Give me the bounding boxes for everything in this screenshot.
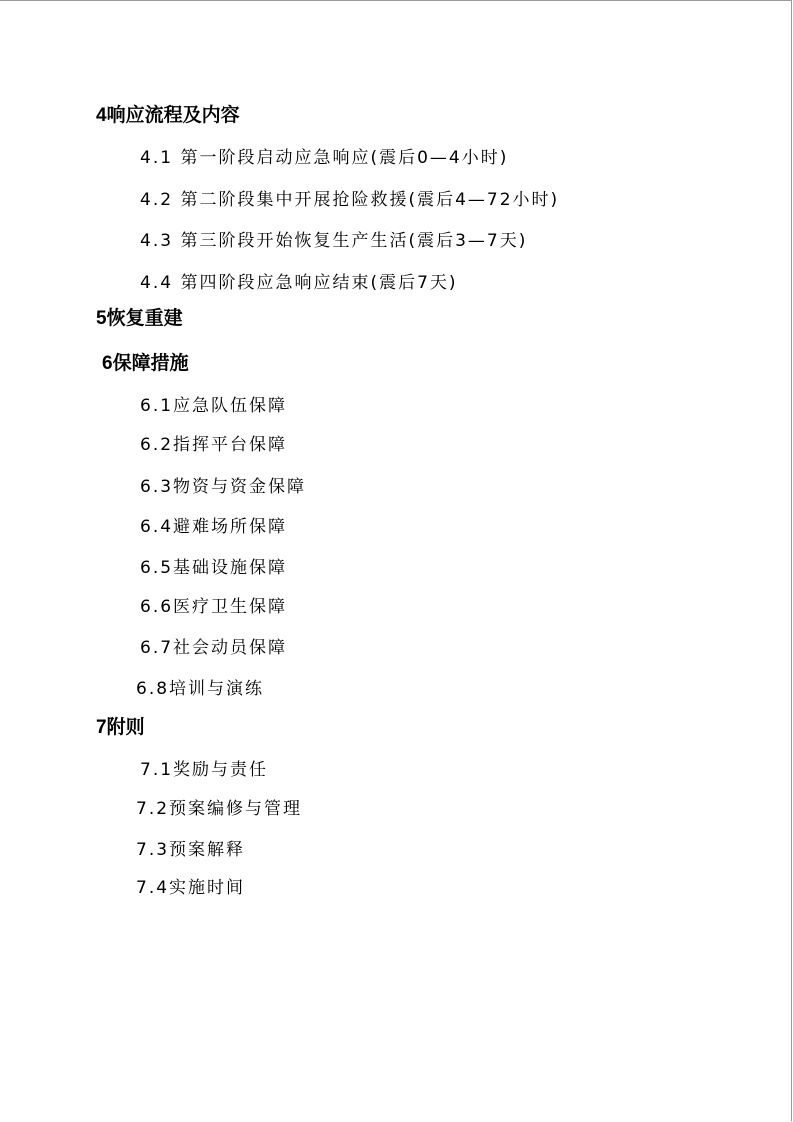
section-item-6-1: 6.1应急队伍保障 [140,396,288,416]
section-item-7-4: 7.4实施时间 [136,878,246,898]
section-item-6-7: 6.7社会动员保障 [140,638,288,658]
section-heading-7: 7附则 [96,717,145,738]
section-item-4-2: 4.2 第二阶段集中开展抢险救援(震后4—72小时) [140,190,560,210]
section-heading-6: 6保障措施 [102,353,189,374]
section-item-6-5: 6.5基础设施保障 [140,558,288,578]
section-item-4-1: 4.1 第一阶段启动应急响应(震后0—4小时) [140,148,509,168]
section-item-6-2: 6.2指挥平台保障 [140,435,288,455]
section-item-4-4: 4.4 第四阶段应急响应结束(震后7天) [140,273,458,293]
section-item-7-1: 7.1奖励与责任 [140,760,269,780]
section-item-7-2: 7.2预案编修与管理 [136,799,303,819]
section-heading-5: 5恢复重建 [96,308,183,329]
section-item-6-8: 6.8培训与演练 [136,679,265,699]
section-item-6-4: 6.4避难场所保障 [140,517,288,537]
section-item-6-3: 6.3物资与资金保障 [140,477,307,497]
section-heading-4: 4响应流程及内容 [96,105,240,126]
section-item-6-6: 6.6医疗卫生保障 [140,597,288,617]
section-item-7-3: 7.3预案解释 [136,840,246,860]
section-item-4-3: 4.3 第三阶段开始恢复生产生活(震后3—7天) [140,231,528,251]
